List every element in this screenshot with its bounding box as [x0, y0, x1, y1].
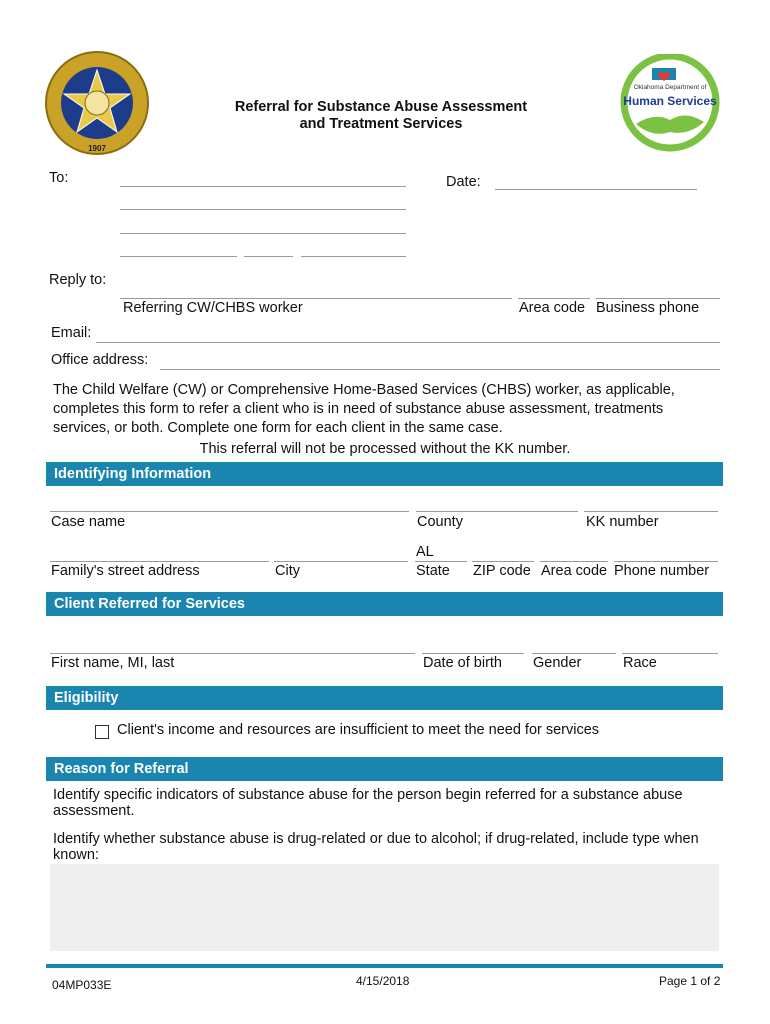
- insufficient-resources-label: Client's income and resources are insufficient to meet the need for services: [117, 722, 600, 738]
- area-code-field[interactable]: [518, 284, 590, 299]
- to-field-1[interactable]: [120, 172, 406, 187]
- dhs-logo: [618, 54, 722, 154]
- reason-for-referral-heading: Reason for Referral: [46, 757, 723, 781]
- office-address-label: Office address:: [51, 352, 149, 368]
- county-field[interactable]: [416, 497, 578, 512]
- to-field-4b[interactable]: [244, 242, 293, 257]
- city-label: City: [275, 563, 300, 579]
- kk-number-label: KK number: [586, 514, 659, 530]
- referring-worker-field[interactable]: [120, 284, 512, 299]
- area-code-label-2: Area code: [541, 563, 608, 579]
- dhs-logo-line2: Human Services: [623, 94, 717, 108]
- kk-notice: This referral will not be processed without the KK number.: [199, 441, 571, 457]
- intro-paragraph: The Child Welfare (CW) or Comprehensive Home-Based Services (CHBS) worker, as applicable, completes this form to refer a client who is in need of substance abuse assessment, treatments services, or both. Complete one form for each client in the same case.: [53, 382, 675, 436]
- date-of-birth-label: Date of birth: [423, 655, 502, 671]
- state-underline: [415, 561, 467, 562]
- page-number: Page 1 of 2: [659, 974, 721, 988]
- dhs-logo-line1: Oklahoma Department of: [633, 84, 707, 91]
- office-address-field[interactable]: [160, 355, 720, 370]
- form-title-line2: and Treatment Services: [299, 116, 463, 132]
- reason-instruction-2: Identify whether substance abuse is drug-related or due to alcohol; if drug-related, include type when known:: [53, 831, 699, 863]
- county-label: County: [417, 514, 463, 530]
- eligibility-heading: Eligibility: [46, 686, 723, 710]
- business-phone-label: Business phone: [596, 300, 700, 316]
- phone-number-field[interactable]: [614, 547, 718, 562]
- zip-code-field[interactable]: [472, 547, 534, 562]
- client-name-field[interactable]: [50, 639, 415, 654]
- kk-number-field[interactable]: [584, 497, 718, 512]
- state-label: State: [416, 563, 450, 579]
- insufficient-resources-checkbox[interactable]: [95, 725, 109, 739]
- email-label: Email:: [51, 325, 92, 341]
- gender-label: Gender: [533, 655, 582, 671]
- city-field[interactable]: [274, 547, 408, 562]
- case-name-field[interactable]: [50, 497, 409, 512]
- svg-text:1907: 1907: [88, 144, 106, 153]
- client-referred-heading: Client Referred for Services: [46, 592, 723, 616]
- to-field-4c[interactable]: [301, 242, 406, 257]
- referring-worker-label: Referring CW/CHBS worker: [123, 300, 303, 316]
- identifying-information-heading: Identifying Information: [46, 462, 723, 486]
- date-of-birth-field[interactable]: [422, 639, 524, 654]
- to-label: To:: [49, 170, 69, 186]
- client-name-label: First name, MI, last: [51, 655, 175, 671]
- to-field-4a[interactable]: [120, 242, 237, 257]
- gender-field[interactable]: [532, 639, 616, 654]
- to-field-2[interactable]: [120, 195, 406, 210]
- reason-text-area[interactable]: [50, 864, 719, 951]
- form-code: 04MP033E: [52, 978, 112, 992]
- area-code-label: Area code: [519, 300, 586, 316]
- business-phone-field[interactable]: [596, 284, 720, 299]
- street-address-field[interactable]: [50, 547, 269, 562]
- street-address-label: Family's street address: [51, 563, 200, 579]
- race-field[interactable]: [622, 639, 718, 654]
- date-field[interactable]: [495, 175, 697, 190]
- footer-date: 4/15/2018: [356, 974, 410, 988]
- footer-rule: [46, 964, 723, 968]
- oklahoma-state-seal: [44, 50, 150, 156]
- form-title-line1: Referral for Substance Abuse Assessment: [234, 99, 528, 115]
- zip-code-label: ZIP code: [473, 563, 531, 579]
- area-code-field-2[interactable]: [540, 547, 608, 562]
- case-name-label: Case name: [51, 514, 126, 530]
- email-field[interactable]: [96, 328, 720, 343]
- phone-number-label: Phone number: [614, 563, 710, 579]
- reply-to-label: Reply to:: [49, 272, 107, 288]
- race-label: Race: [623, 655, 657, 671]
- reason-instruction-1: Identify specific indicators of substance abuse for the person begin referred for a substance abuse assessment.: [53, 787, 683, 819]
- date-label: Date:: [446, 174, 481, 190]
- to-field-3[interactable]: [120, 219, 406, 234]
- state-value[interactable]: AL: [416, 544, 434, 560]
